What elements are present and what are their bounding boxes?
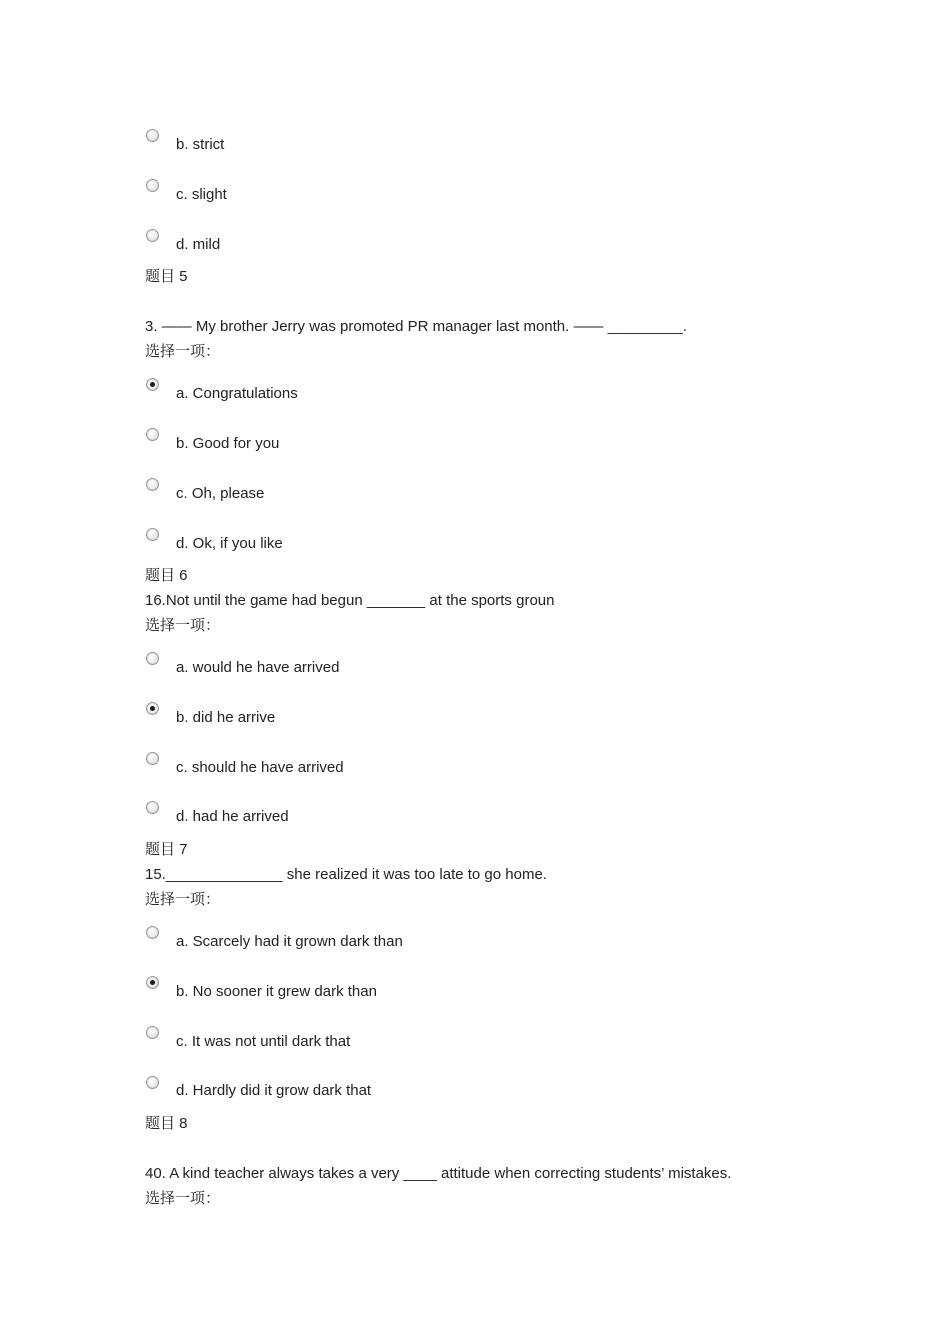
option-label: c. Oh, please: [176, 485, 265, 502]
option-label: d. Hardly did it grow dark that: [176, 1082, 372, 1099]
question-text: 15.______________ she realized it was too late to go home.: [145, 866, 547, 883]
choose-one-prompt: 选择一项：: [145, 343, 221, 360]
question-text: 40. A kind teacher always takes a very ____ attitude when correcting students’ mistakes.: [145, 1165, 732, 1182]
radio-q4-option-c[interactable]: [146, 179, 159, 192]
radio-q6-option-c[interactable]: [146, 752, 159, 765]
question-header: 题目 6: [145, 567, 188, 584]
option-label: d. Ok, if you like: [176, 535, 283, 552]
option-label: d. had he arrived: [176, 808, 289, 825]
option-label: a. Congratulations: [176, 385, 298, 402]
radio-q4-option-b[interactable]: [146, 129, 159, 142]
choose-one-prompt: 选择一项：: [145, 891, 221, 908]
question-text: 3. —— My brother Jerry was promoted PR manager last month. —— _________.: [145, 318, 687, 335]
radio-q4-option-d[interactable]: [146, 229, 159, 242]
option-label: c. It was not until dark that: [176, 1033, 351, 1050]
option-label: a. Scarcely had it grown dark than: [176, 933, 403, 950]
option-label: b. strict: [176, 136, 225, 153]
radio-q7-option-b[interactable]: [146, 976, 159, 989]
radio-q6-option-d[interactable]: [146, 801, 159, 814]
question-header: 题目 7: [145, 841, 188, 858]
option-label: d. mild: [176, 236, 221, 253]
radio-q6-option-a[interactable]: [146, 652, 159, 665]
option-label: c. should he have arrived: [176, 759, 344, 776]
radio-q5-option-b[interactable]: [146, 428, 159, 441]
choose-one-prompt: 选择一项：: [145, 1190, 221, 1207]
radio-q5-option-d[interactable]: [146, 528, 159, 541]
radio-q7-option-c[interactable]: [146, 1026, 159, 1039]
option-label: a. would he have arrived: [176, 659, 340, 676]
option-label: c. slight: [176, 186, 227, 203]
radio-q5-option-c[interactable]: [146, 478, 159, 491]
option-label: b. No sooner it grew dark than: [176, 983, 377, 1000]
question-header: 题目 5: [145, 268, 188, 285]
radio-q7-option-d[interactable]: [146, 1076, 159, 1089]
choose-one-prompt: 选择一项：: [145, 617, 221, 634]
question-text: 16.Not until the game had begun _______ at the sports groun: [145, 592, 555, 609]
radio-q5-option-a[interactable]: [146, 378, 159, 391]
option-label: b. did he arrive: [176, 709, 276, 726]
radio-q6-option-b[interactable]: [146, 702, 159, 715]
radio-q7-option-a[interactable]: [146, 926, 159, 939]
option-label: b. Good for you: [176, 435, 280, 452]
question-header: 题目 8: [145, 1115, 188, 1132]
